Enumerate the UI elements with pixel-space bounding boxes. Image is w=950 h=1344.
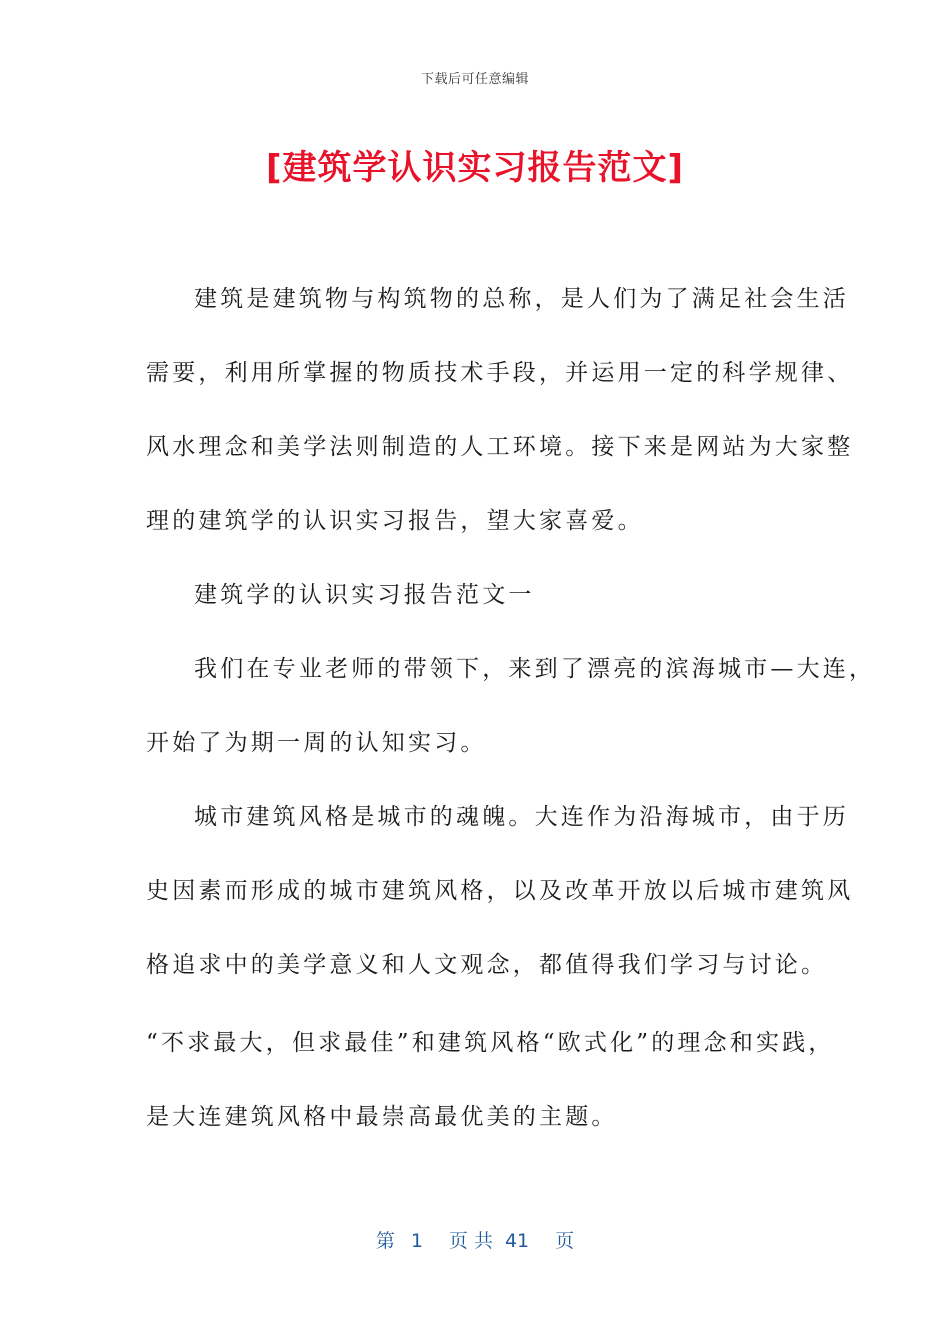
- page-label-mid: 页 共: [448, 1230, 493, 1252]
- paragraph-line: 需要，利用所掌握的物质技术手段，并运用一定的科学规律、: [146, 360, 854, 386]
- page-label-prefix: 第: [375, 1230, 395, 1252]
- header-note: 下载后可任意编辑: [420, 72, 529, 87]
- page-label-suffix: 页: [555, 1230, 575, 1252]
- paragraph-line: 城市建筑风格是城市的魂魄。大连作为沿海城市，由于历: [194, 804, 849, 830]
- current-page-number: 1: [410, 1230, 423, 1252]
- page-footer: [0, 1226, 950, 1253]
- paragraph-line: 建筑是建筑物与构筑物的总称，是人们为了满足社会生活: [194, 286, 849, 312]
- section-heading: 建筑学的认识实习报告范文一: [194, 582, 535, 608]
- paragraph-line: 理的建筑学的认识实习报告，望大家喜爱。: [146, 508, 644, 534]
- paragraph-line: 是大连建筑风格中最崇高最优美的主题。: [146, 1104, 618, 1130]
- paragraph-line: 史因素而形成的城市建筑风格，以及改革开放以后城市建筑风: [146, 878, 854, 904]
- paragraph-line: “不求最大，但求最佳”和建筑风格“欧式化”的理念和实践，: [146, 1030, 835, 1056]
- paragraph-line: 风水理念和美学法则制造的人工环境。接下来是网站为大家整: [146, 434, 854, 460]
- paragraph-line: 开始了为期一周的认知实习。: [146, 730, 487, 756]
- page-title: [建筑学认识实习报告范文]: [265, 148, 685, 188]
- paragraph-line: 格追求中的美学意义和人文观念，都值得我们学习与讨论。: [146, 952, 828, 978]
- total-pages-number: 41: [504, 1230, 530, 1252]
- paragraph-line: 我们在专业老师的带领下，来到了漂亮的滨海城市—大连，: [194, 656, 876, 682]
